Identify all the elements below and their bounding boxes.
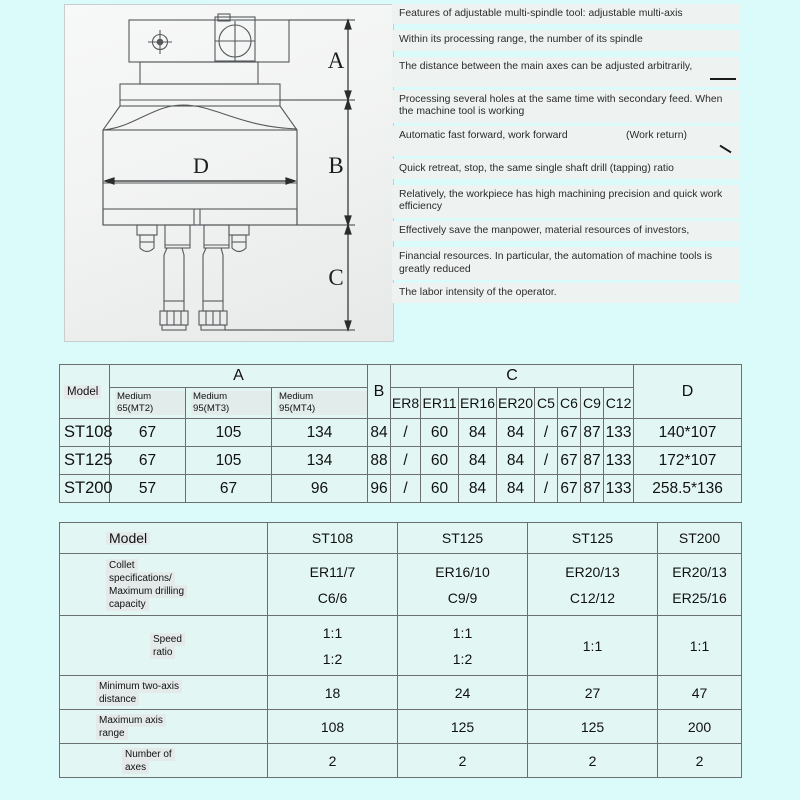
row-label-max-range: Maximum axis range — [60, 710, 268, 744]
cell-c3: 84 — [459, 419, 497, 447]
cell-c7: 87 — [581, 447, 604, 475]
cell-maxrange-st125-a: 125 — [398, 710, 528, 744]
feature-item: Financial resources. In particular, the automation of machine tools is greatly reduced — [392, 247, 740, 280]
cell-c1: / — [391, 447, 421, 475]
slash-mark-icon — [719, 144, 731, 153]
cell-c5: / — [535, 475, 558, 503]
subheader-c-er16: ER16 — [459, 388, 497, 419]
table-row-collet — [60, 554, 742, 616]
feature-text: The distance between the main axes can be adjusted arbitrarily, — [399, 60, 693, 72]
subheader-a-3: Medium 95(MT4) — [272, 388, 368, 419]
cell-maxrange-st108: 108 — [268, 710, 398, 744]
top-section — [0, 0, 800, 350]
row-label-min-distance: Minimum two-axis distance — [60, 676, 268, 710]
header-model-st125-a: ST125 — [398, 523, 528, 554]
dash-mark-icon — [710, 78, 736, 80]
cell-c3: 84 — [459, 475, 497, 503]
cell-a2: 105 — [186, 419, 272, 447]
table-row — [60, 475, 742, 503]
cell-c6: 67 — [558, 419, 581, 447]
cell-c6: 67 — [558, 447, 581, 475]
cell-a2: 67 — [186, 475, 272, 503]
header-model: Model — [60, 523, 268, 554]
table-row-max-range — [60, 710, 742, 744]
header-model-st108: ST108 — [268, 523, 398, 554]
cell-maxrange-st125-b: 125 — [528, 710, 658, 744]
model-specifications-table — [59, 522, 742, 778]
cell-c7: 87 — [581, 475, 604, 503]
cell-c5: / — [535, 447, 558, 475]
cell-c8: 133 — [604, 447, 634, 475]
cell-c2: 60 — [421, 447, 459, 475]
cell-speed-st108: 1:1 1:2 — [268, 616, 398, 676]
feature-item: Relatively, the workpiece has high machining precision and quick work efficiency — [392, 185, 740, 218]
subheader-c-er11: ER11 — [421, 388, 459, 419]
subheader-a-1: Medium 65(MT2) — [110, 388, 186, 419]
dimension-label-b: B — [328, 153, 344, 178]
multi-spindle-tool-drawing — [65, 5, 395, 343]
cell-b: 96 — [368, 475, 391, 503]
subheader-c-er8: ER8 — [391, 388, 421, 419]
cell-collet-st108: ER11/7 C6/6 — [268, 554, 398, 616]
header-model-st200: ST200 — [658, 523, 742, 554]
feature-item: The labor intensity of the operator. — [392, 283, 740, 303]
cell-a3: 96 — [272, 475, 368, 503]
subheader-c-c5: C5 — [535, 388, 558, 419]
cell-b: 84 — [368, 419, 391, 447]
row-model: ST200 — [60, 475, 110, 503]
cell-mindist-st125-b: 27 — [528, 676, 658, 710]
cell-collet-st125-b: ER20/13 C12/12 — [528, 554, 658, 616]
cell-d: 258.5*136 — [634, 475, 742, 503]
cell-axes-st125-b: 2 — [528, 744, 658, 778]
cell-d: 140*107 — [634, 419, 742, 447]
table-row-speed-ratio — [60, 616, 742, 676]
cell-c4: 84 — [497, 447, 535, 475]
header-group-c: C — [391, 365, 634, 388]
cell-c1: / — [391, 419, 421, 447]
cell-a1: 67 — [110, 419, 186, 447]
header-group-d: D — [634, 365, 742, 419]
cell-b: 88 — [368, 447, 391, 475]
dimension-label-a: A — [327, 48, 345, 73]
subheader-a-2: Medium 95(MT3) — [186, 388, 272, 419]
cell-a1: 67 — [110, 447, 186, 475]
row-label-speed-ratio: Speed ratio — [60, 616, 268, 676]
cell-speed-st125-a: 1:1 1:2 — [398, 616, 528, 676]
cell-speed-st125-b: 1:1 — [528, 616, 658, 676]
header-group-b: B — [368, 365, 391, 419]
cell-c8: 133 — [604, 475, 634, 503]
cell-axes-st108: 2 — [268, 744, 398, 778]
cell-collet-st200: ER20/13 ER25/16 — [658, 554, 742, 616]
dimension-label-d: D — [193, 153, 209, 178]
cell-mindist-st108: 18 — [268, 676, 398, 710]
cell-c5: / — [535, 419, 558, 447]
header-model: Model — [60, 365, 110, 419]
cell-a2: 105 — [186, 447, 272, 475]
feature-item — [392, 126, 740, 156]
technical-drawing-panel — [64, 4, 394, 342]
cell-a3: 134 — [272, 419, 368, 447]
cell-c4: 84 — [497, 419, 535, 447]
dimensions-table — [59, 364, 742, 503]
cell-c1: / — [391, 475, 421, 503]
subheader-c-c9: C9 — [581, 388, 604, 419]
cell-d: 172*107 — [634, 447, 742, 475]
cell-a1: 57 — [110, 475, 186, 503]
cell-c3: 84 — [459, 447, 497, 475]
subheader-c-c12: C12 — [604, 388, 634, 419]
cell-a3: 134 — [272, 447, 368, 475]
cell-c2: 60 — [421, 419, 459, 447]
cell-maxrange-st200: 200 — [658, 710, 742, 744]
feature-subnote: (Work return) — [626, 129, 688, 141]
cell-c6: 67 — [558, 475, 581, 503]
feature-item: Quick retreat, stop, the same single shaft drill (tapping) ratio — [392, 159, 740, 179]
cell-collet-st125-a: ER16/10 C9/9 — [398, 554, 528, 616]
subheader-c-er20: ER20 — [497, 388, 535, 419]
feature-item — [392, 57, 740, 87]
row-model: ST125 — [60, 447, 110, 475]
subheader-c-c6: C6 — [558, 388, 581, 419]
table-header-group-row — [60, 365, 742, 388]
cell-c2: 60 — [421, 475, 459, 503]
row-label-collet: Collet specifications/ Maximum drilling capacity — [60, 554, 268, 616]
cell-c7: 87 — [581, 419, 604, 447]
feature-item: Processing several holes at the same time with secondary feed. When the machine tool is working — [392, 90, 740, 123]
row-label-number-of-axes: Number of axes — [60, 744, 268, 778]
row-model: ST108 — [60, 419, 110, 447]
cell-c4: 84 — [497, 475, 535, 503]
cell-mindist-st200: 47 — [658, 676, 742, 710]
feature-text: Automatic fast forward, work forward — [399, 129, 568, 141]
feature-item: Features of adjustable multi-spindle tool: adjustable multi-axis — [392, 4, 740, 24]
table-row-min-distance — [60, 676, 742, 710]
table-row — [60, 447, 742, 475]
cell-speed-st200: 1:1 — [658, 616, 742, 676]
table-row — [60, 419, 742, 447]
table-header-row — [60, 523, 742, 554]
features-list — [392, 4, 740, 344]
cell-mindist-st125-a: 24 — [398, 676, 528, 710]
header-group-a: A — [110, 365, 368, 388]
cell-axes-st200: 2 — [658, 744, 742, 778]
dimension-label-c: C — [328, 265, 344, 290]
cell-axes-st125-a: 2 — [398, 744, 528, 778]
feature-item: Effectively save the manpower, material resources of investors, — [392, 221, 740, 241]
cell-c8: 133 — [604, 419, 634, 447]
header-model-st125-b: ST125 — [528, 523, 658, 554]
feature-item: Within its processing range, the number of its spindle — [392, 30, 740, 50]
table-row-number-of-axes — [60, 744, 742, 778]
